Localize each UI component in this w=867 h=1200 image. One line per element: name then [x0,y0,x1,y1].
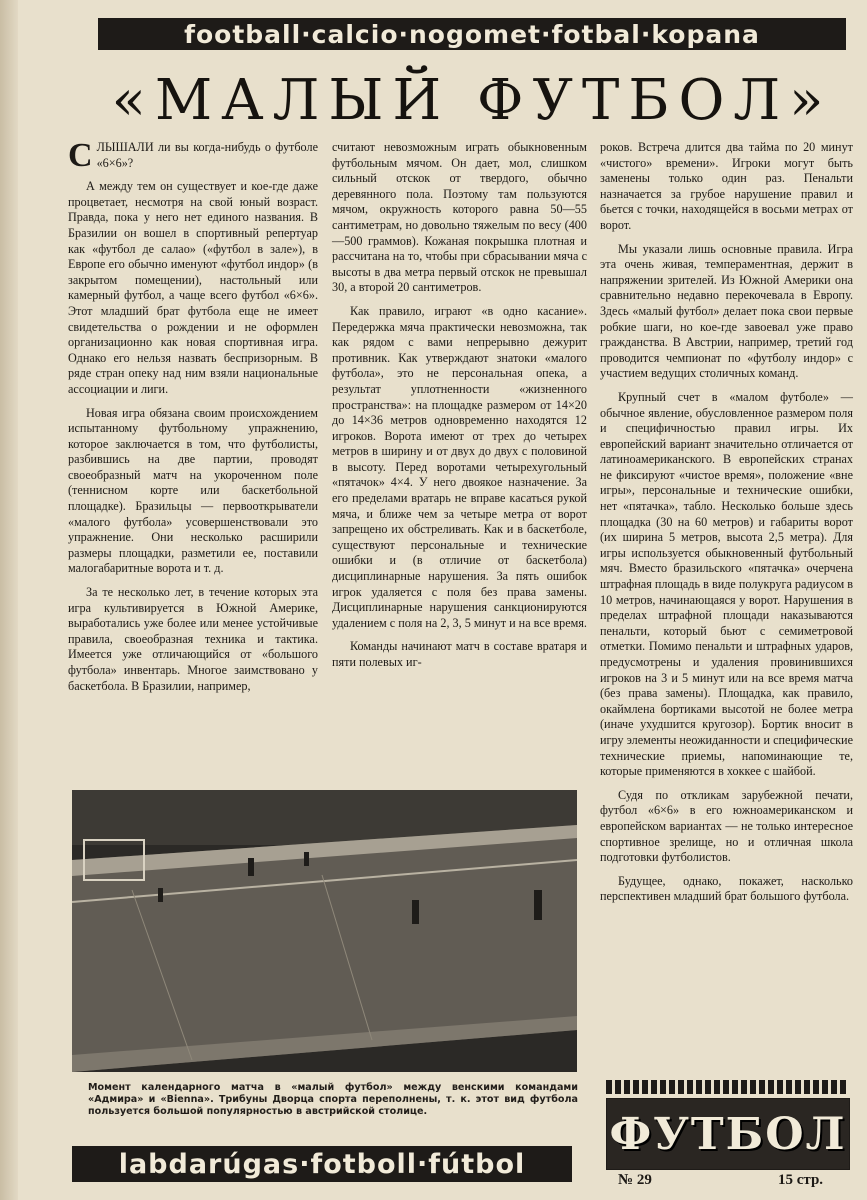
paragraph: Как правило, играют «в одно касание». Передержка мяча практически невозможна, так как рядом с вами непрерывно дежурит противник. Как утверждают знатоки «малого футбола», это не персональная опека, а результат уплотненности «жизненного пространства»: на площадке размером от 14×20 до 14×36 метров одновременно находятся 12 игроков. Ворота имеют от трех до четырех метров в ширину и от двух до двух с половиной в высоту. Перед воротами четырехугольный «пятачок» 4×4. У него двоякое назначение. За его пределами вратарь не вправе касаться рукой мяча, и ближе чем за четыре метра от ворот запрещено их обстреливать. Как и в баскетболе, существуют персональные и технические ошибки и (в отличие от баскетбола) дисциплинарные нарушения. За пять ошибок игрок удаляется с поля без права замены. Дисциплинарные нарушения санкционируются удалением с поля на 2, 3, 5 минут и на все время. [332,303,587,630]
paragraph: СЛЫШАЛИ ли вы когда-нибудь о футболе «6×6»? [68,137,318,174]
issue-number: № 29 [618,1172,652,1188]
paragraph: Крупный счет в «малом футболе» — обычное явление, обусловленное размером поля и специфичностью правил игры. Их европейский вариант значительно отличается от латиноамериканского. В европейских странах не фиксируют «чистое время», положение «вне игры», персональные и технические ошибки, нет «пятачка», табло. Несколько больше здесь площадка (30 на 60 метров) и габариты ворот (их ширина 5 метров, высота 2,5 метра). Для игры используется обыкновенный футбольный мяч. Вместо бразильского «пятачка» очерчена штрафная площадь в виде полукруга радиусом в 10 метров, начинающаяся у ворот. Нарушения в пределах штрафной площади наказываются пенальти, который бьют с семиметровой отметки. Помимо пенальти и штрафных ударов, предусмотрены и удаления провинившихся игроков на 3 и 5 минут или на все время матча (без права замены). Площадка, как правило, окаймлена бортиками высотой не более метра (иначе ухудшится кругозор). Бортик вносит в игру элементы неожиданности и специфические технические приемы, напоминающие те, которые применяются в хоккее с шайбой. [600,389,854,779]
paragraph: За те несколько лет, в течение которых эта игра культивируется в Южной Америке, выработались уже более или менее устойчивые правила, своеобразная техника и тактика. Имеется уже отличающийся от «большого футбола» инвентарь. Многое заимствовано у баскетбола. В Бразилии, например, [68,585,318,693]
logo-text: ФУТБОЛ [609,1108,847,1160]
paragraph: А между тем он существует и кое-где даже процветает, несмотря на свой юный возраст. Правда, пока у него нет единого названия. В Бразилии он вошел в спортивный репертуар как «футбол де салао» («футбол в зале»), в Европе его обычно именуют «футбол индор» (в закрытом помещении), настольный или камерный футбол, а чаще всего футбол «6×6». Этот младший брат футбола еще не имеет свидетельства о рождении и не оформлен организационно как новая спортивная игра. Однако его нельзя назвать беспризорным. В ряде стран опеку над ним взяли национальные ассоциации и лиги. [68,179,318,396]
paragraph: Команды начинают матч в составе вратаря и пяти полевых иг- [332,639,587,669]
paragraph: роков. Встреча длится два тайма по 20 минут «чистого» времени». Игроки могут быть заменены только один раз. Пенальти назначается за грубое нарушение правил и бьется с точки, находящейся в восьми метрах от ворот. [600,140,853,232]
paragraph: Мы указали лишь основные правила. Игра эта очень живая, темпераментная, держит в напряжении зрителей. Из Южной Америки она сравнительно недавно перекочевала в Европу. Здесь «малый футбол» делает пока свои первые робкие шаги, но кое-где завоевал уже право гражданства. В Австрии, например, третий год проводится чемпионат по «футболу индор» с участием ведущих столичных команд. [600,241,853,381]
photo-caption: Момент календарного матча в «малый футбол» между венскими командами «Адмира» и «Вienna». Трибуны Дворца спорта переполнены, т. к. этот вид футбола пользуется большой популярностью в австрийской столице. [88,1082,578,1117]
magazine-logo [606,1098,850,1170]
logo-stripes [606,1080,848,1094]
article-column-1 [68,137,318,702]
page-number: 15 стр. [778,1172,824,1188]
paragraph: считают невозможным играть обыкновенным футбольным мячом. Он дает, мол, слишком сильный отскок от твердого, обычно деревянного пола. Поэтому там пользуются мячом, окружность которого равна 50—55 сантиметрам, но довольно тяжелым по весу (400—500 граммов). Кожаная покрышка плотная и рассчитана на то, чтобы при сбрасывании мяча с высоты в два метра первый отскок не превышал 30, а второй 20 сантиметров. [332,140,587,295]
article-column-2 [332,140,587,679]
match-photo [72,790,577,1072]
multilingual-banner: football·calcio·nogomet·fotbal·kopana [98,18,846,50]
page-fold-shadow [0,0,18,1200]
drop-cap: С [68,137,93,174]
paragraph: Судя по откликам зарубежной печати, футбол «6×6» в его южноамериканском и европейском вариантах — не только интересное спортивное зрелище, но и отличная школа подготовки футболистов. [600,787,853,865]
footer-banner: labdarúgas·fotboll·fútbol [72,1146,572,1182]
paragraph: Новая игра обязана своим происхождением испытанному футбольному упражнению, которое заключается в том, что футболисты, разбившись на две партии, проводят своеобразный матч на укороченном поле (теннисном корте или баскетбольной площадке). Бразильцы — первооткрыватели «малого футбола» усовершенствовали это упражнение. Они несколько расширили размеры площадки, разметили ее, поставили малогабаритные ворота и т. д. [68,405,318,576]
headline: «МАЛЫЙ ФУТБОЛ» [111,68,833,133]
article-column-3 [600,140,853,913]
indoor-football-photo-illustration [72,790,577,1072]
paragraph: Будущее, однако, покажет, насколько перспективен младший брат большого футбола. [600,873,853,904]
